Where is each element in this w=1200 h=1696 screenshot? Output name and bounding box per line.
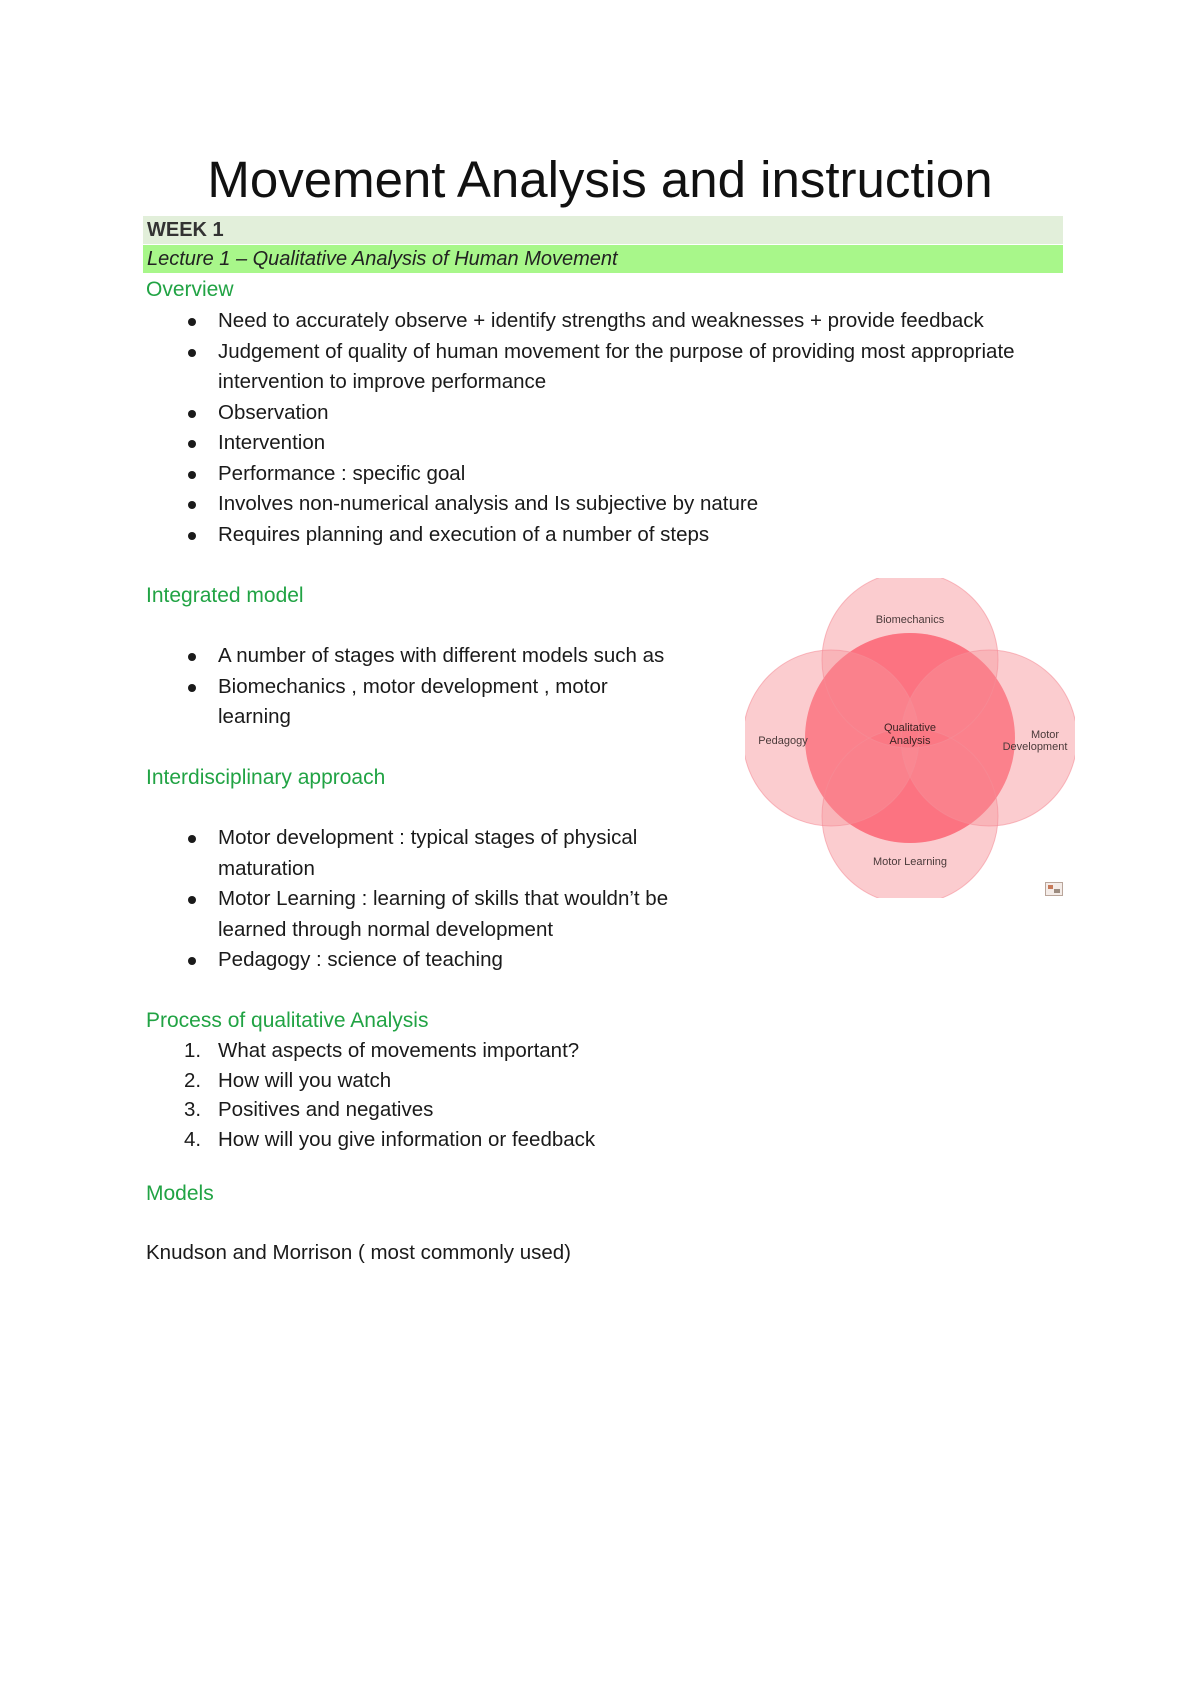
list-item: 1. What aspects of movements important? (184, 1039, 580, 1062)
list-item: 3. Positives and negatives (184, 1098, 434, 1121)
list-item: 4. How will you give information or feedback (184, 1127, 596, 1151)
document-title: Movement Analysis and instruction (207, 151, 993, 208)
interdisciplinary-list (146, 823, 736, 976)
list-item: Involves non-numerical analysis and Is subjective by nature (146, 489, 1076, 520)
venn-label-center-2: Analysis (889, 735, 931, 747)
list-item: Motor development : typical stages of physical maturation (146, 823, 736, 884)
models-heading: Models (146, 1182, 214, 1205)
list-item: Intervention (146, 428, 1076, 459)
overview-heading: Overview (146, 278, 234, 301)
venn-label-bottom: Motor Learning (873, 856, 947, 868)
list-item: Biomechanics , motor development , motor learning (146, 672, 736, 733)
list-item: 2. How will you watch (184, 1068, 392, 1092)
list-item: Judgement of quality of human movement for the purpose of providing most appropriate intervention to improve performance (146, 337, 1076, 398)
venn-label-left: Pedagogy (758, 735, 808, 747)
image-placeholder-icon (1045, 882, 1063, 896)
venn-label-right-1: Motor (1030, 729, 1060, 741)
models-text: Knudson and Morrison ( most commonly used) (146, 1241, 571, 1264)
venn-label-center-1: Qualitative (884, 722, 936, 734)
list-item: Pedagogy : science of teaching (146, 945, 736, 976)
lecture-banner: Lecture 1 – Qualitative Analysis of Human Movement (143, 245, 1063, 273)
list-item: Performance : specific goal (146, 459, 1076, 490)
venn-label-top: Biomechanics (875, 614, 945, 626)
list-item: A number of stages with different models such as (146, 641, 736, 672)
week-banner: WEEK 1 (143, 216, 1063, 244)
overview-list (146, 306, 1076, 550)
integrated-model-list (146, 641, 736, 733)
interdisciplinary-heading: Interdisciplinary approach (146, 766, 386, 789)
list-item: Need to accurately observe + identify strengths and weaknesses + provide feedback (146, 306, 1076, 337)
list-item: Observation (146, 398, 1076, 429)
integrated-model-heading: Integrated model (146, 584, 304, 607)
venn-label-right-2: Development (1002, 741, 1068, 753)
process-heading: Process of qualitative Analysis (146, 1009, 429, 1032)
process-list (146, 1036, 946, 1154)
list-item: Motor Learning : learning of skills that wouldn’t be learned through normal development (146, 884, 736, 945)
list-item: Requires planning and execution of a number of steps (146, 520, 1076, 551)
venn-diagram (745, 578, 1075, 898)
